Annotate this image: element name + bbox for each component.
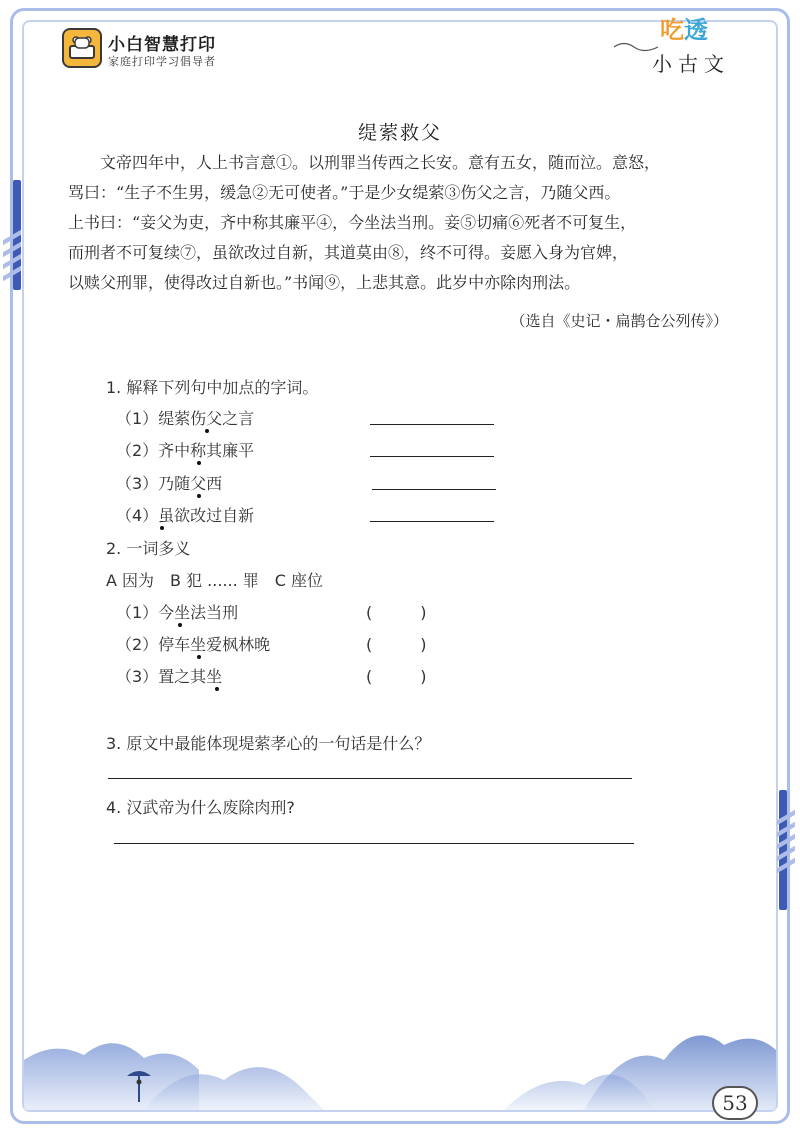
logo-title: 小白智慧打印 bbox=[108, 35, 216, 55]
q2-options: A 因为 B 犯 ...... 罪 C 座位 bbox=[106, 571, 324, 590]
logo-icon bbox=[62, 28, 102, 68]
emphasis-dot bbox=[197, 494, 201, 498]
question-4: 4. 汉武帝为什么废除肉刑? bbox=[106, 798, 295, 817]
q2-item-2: （2）停车坐爱枫林晚 bbox=[116, 635, 271, 654]
answer-line-q4[interactable] bbox=[114, 843, 634, 844]
passage-line: 骂曰：“生子不生男，缓急②无可使者。”于是少女缇萦③伤父之言，乃随父西。 bbox=[68, 183, 621, 202]
emphasis-dot bbox=[215, 687, 219, 691]
article-passage bbox=[68, 148, 748, 298]
emphasis-dot bbox=[160, 526, 164, 530]
answer-paren[interactable]: ( ) bbox=[366, 603, 427, 622]
q1-item-1: （1）缇萦伤父之言 bbox=[116, 409, 255, 428]
answer-line-q3[interactable] bbox=[108, 778, 632, 779]
series-brand bbox=[660, 10, 708, 45]
emphasis-dot bbox=[205, 429, 209, 433]
answer-paren[interactable]: ( ) bbox=[366, 635, 427, 654]
question-1: 1. 解释下列句中加点的字词。 bbox=[106, 378, 319, 397]
page-number: 53 bbox=[712, 1086, 758, 1120]
emphasis-dot bbox=[197, 461, 201, 465]
series-name: 小古文 bbox=[652, 52, 730, 76]
q2-item-3: （3）置之其坐 bbox=[116, 667, 223, 686]
brand-swirl-icon bbox=[612, 40, 662, 54]
emphasis-dot bbox=[197, 655, 201, 659]
answer-blank[interactable] bbox=[370, 456, 494, 457]
q2-item-1: （1）今坐法当刑 bbox=[116, 603, 239, 622]
answer-paren[interactable]: ( ) bbox=[366, 667, 427, 686]
article-source: （选自《史记・扁鹊仓公列传》） bbox=[510, 312, 728, 330]
question-3: 3. 原文中最能体现堤萦孝心的一句话是什么？ bbox=[106, 734, 431, 753]
passage-line: 文帝四年中，人上书言意①。以刑罪当传西之长安。意有五女，随而泣。意怒， bbox=[68, 153, 661, 172]
passage-line: 而刑者不可复续⑦，虽欲改过自新，其道莫由⑧，终不可得。妾愿入身为官婢， bbox=[68, 243, 629, 262]
passage-line: 以赎父刑罪，使得改过自新也。”书闻⑨，上悲其意。此岁中亦除肉刑法。 bbox=[68, 273, 581, 292]
umbrella-figure-icon bbox=[124, 1066, 154, 1106]
answer-blank[interactable] bbox=[370, 521, 494, 522]
answer-blank[interactable] bbox=[372, 489, 496, 490]
question-2: 2. 一词多义 bbox=[106, 539, 191, 558]
q1-item-4: （4）虽欲改过自新 bbox=[116, 506, 255, 525]
answer-blank[interactable] bbox=[370, 424, 494, 425]
brand-char-2: 透 bbox=[684, 16, 708, 44]
emphasis-dot bbox=[178, 623, 182, 627]
article-title: 缇萦救父 bbox=[357, 122, 442, 144]
brand-char-1: 吃 bbox=[660, 16, 684, 44]
q1-item-2: （2）齐中称其廉平 bbox=[116, 441, 255, 460]
passage-line: 上书曰：“妾父为吏，齐中称其廉平④，今坐法当刑。妾⑤切痛⑥死者不可复生， bbox=[68, 213, 637, 232]
logo-subtitle: 家庭打印学习倡导者 bbox=[108, 55, 216, 68]
q1-item-3: （3）乃随父西 bbox=[116, 474, 223, 493]
